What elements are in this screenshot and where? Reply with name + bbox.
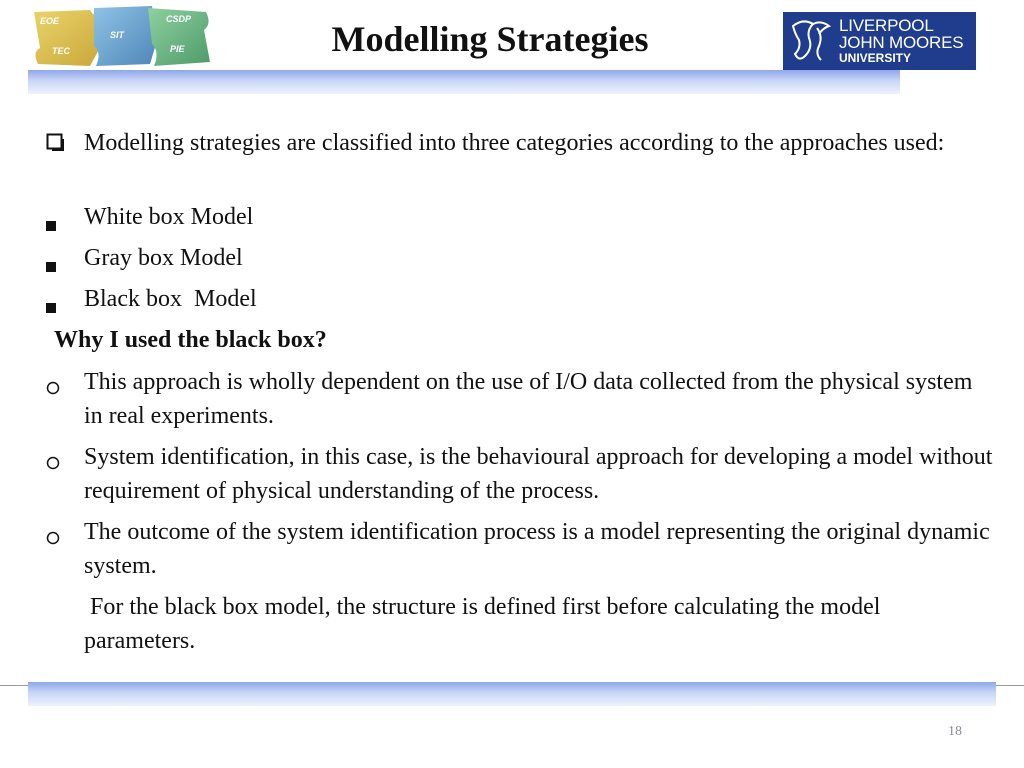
footer-divider-band: [28, 682, 996, 706]
circle-bullet-icon: [46, 522, 60, 556]
puzzle-word: EOE: [40, 16, 60, 26]
page-number: 18: [948, 724, 962, 739]
square-bullet-icon: [46, 208, 56, 242]
page-title: Modelling Strategies: [331, 19, 649, 59]
circle-bullet-icon: [46, 447, 60, 481]
liver-bird-icon: [783, 12, 839, 70]
puzzle-word: CSDP: [166, 14, 192, 24]
puzzle-word: PIE: [170, 44, 185, 54]
circle-bullet-icon: [46, 372, 60, 406]
puzzle-word: TEC: [52, 46, 70, 56]
puzzle-word: SIT: [110, 30, 125, 40]
university-logo: [783, 12, 976, 70]
model-item-black: Black box Model: [84, 286, 257, 312]
reason-item: System identification, in this case, is the behavioural approach for developing a model without requirement of physical understanding of the process.: [84, 444, 993, 504]
square-bullet-icon: [46, 249, 56, 283]
closing-text: For the black box model, the structure is defined first before calculating the model parameters.: [84, 594, 887, 654]
reason-item: The outcome of the system identification process is a model representing the original dynamic system.: [84, 519, 990, 579]
logo-line-john-moores: JOHN MOORES: [839, 33, 964, 52]
logo-line-liverpool: LIVERPOOL: [839, 16, 934, 35]
intro-text: Modelling strategies are classified into three categories according to the approaches used:: [84, 130, 945, 156]
model-item-white: White box Model: [84, 204, 254, 230]
question-heading: Why I used the black box?: [54, 327, 327, 353]
logo-line-university: UNIVERSITY: [839, 51, 912, 65]
model-item-gray: Gray box Model: [84, 245, 243, 271]
header-divider-band: [28, 70, 900, 94]
reason-item: This approach is wholly dependent on the use of I/O data collected from the physical system in real experiments.: [84, 369, 973, 429]
checkbox-bullet-icon: [46, 128, 64, 162]
square-bullet-icon: [46, 290, 56, 324]
